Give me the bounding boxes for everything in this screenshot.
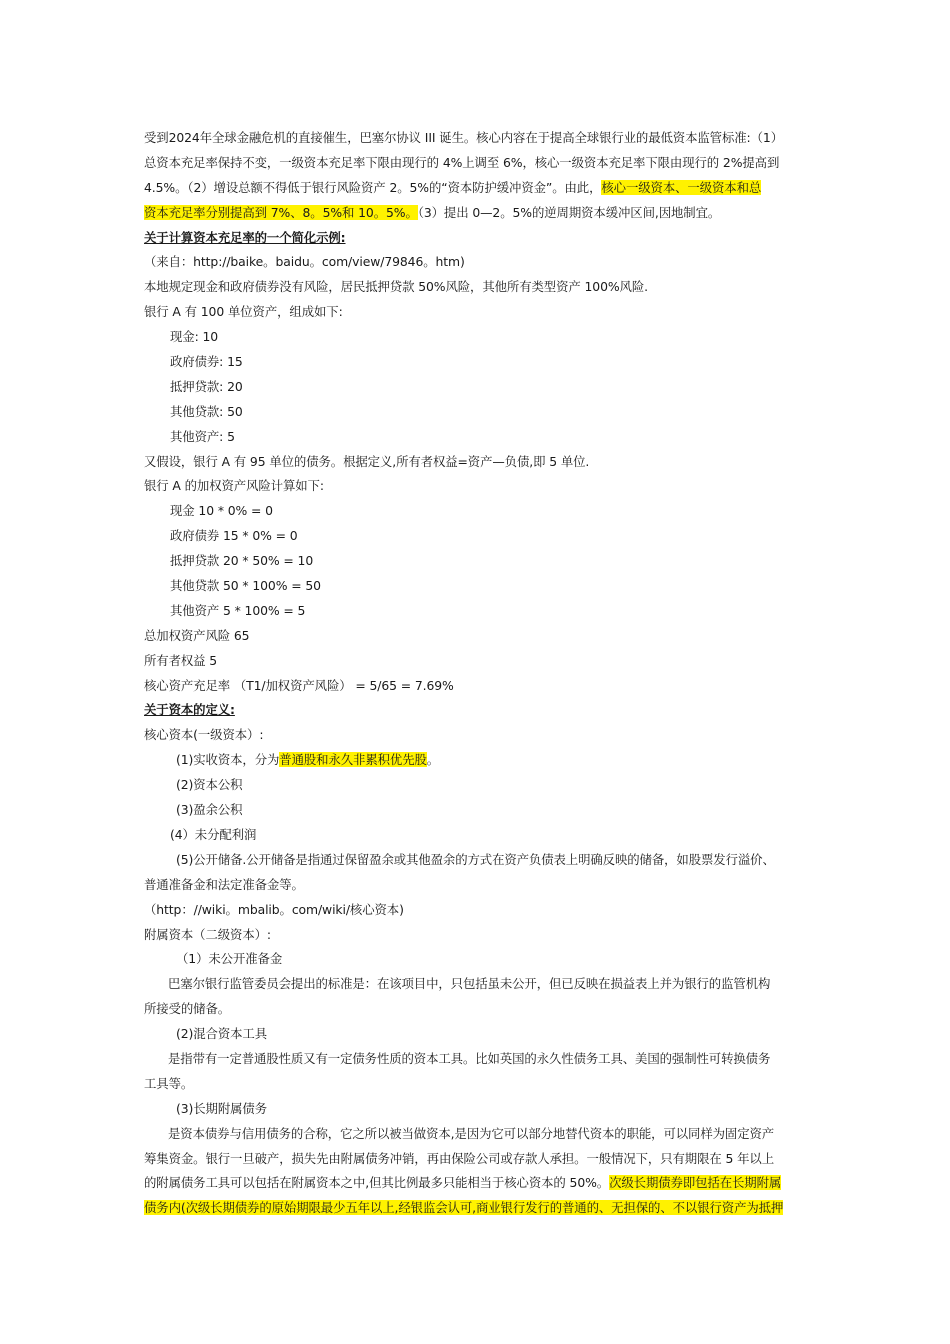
paragraph-line: 普通准备金和法定准备金等。	[144, 876, 304, 892]
paragraph-line: 所有者权益 5	[144, 652, 218, 668]
paragraph-line: 核心资本(一级资本）:	[144, 727, 264, 743]
list-item: (3)盈余公积	[176, 802, 243, 818]
paragraph-line: 筹集资金。银行一旦破产，损失先由附属债务冲销，再由保险公司或存款人承担。一般情况下，只有期限在 5 年以上	[144, 1150, 774, 1166]
list-item: (4）未分配利润	[170, 826, 257, 842]
calc-item: 政府债券 15 * 0% = 0	[170, 528, 298, 544]
paragraph-line: 附属资本（二级资本）:	[144, 926, 271, 942]
highlighted-text: 核心一级资本、一级资本和总	[601, 179, 762, 195]
list-item: (5)公开储备.公开储备是指通过保留盈余或其他盈余的方式在资产负债表上明确反映的储备，如股票发行溢价、	[176, 851, 775, 867]
text-segment: (1)实收资本，分为	[176, 752, 280, 768]
source-note: （来自：http://baike。baidu。com/view/79846。htm)	[144, 254, 465, 270]
list-item: (2)混合资本工具	[176, 1026, 267, 1042]
highlighted-text: 普通股和永久非累积优先股	[279, 752, 427, 768]
paragraph-line: 受到2024年全球金融危机的直接催生，巴塞尔协议 III 诞生。核心内容在于提高全球银行业的最低资本监管标准:（1）	[144, 130, 783, 145]
highlighted-text: 资本充足率分别提高到 7%、8。5%和 10。5%。	[144, 204, 418, 220]
text-segment: （3）提出 0—2。5%的逆周期资本缓冲区间,因地制宜。	[417, 204, 721, 220]
paragraph-line: 总资本充足率保持不变，一级资本充足率下限由现行的 4%上调至 6%，核心一级资本充足率下限由现行的 2%提高到	[144, 154, 780, 170]
text-segment: 4.5%。（2）增设总额不得低于银行风险资产 2。5%的“资本防护缓冲资金”。由此，	[144, 179, 602, 195]
paragraph-line: 银行 A 的加权资产风险计算如下:	[144, 478, 324, 494]
paragraph-line: 又假设，银行 A 有 95 单位的债务。根据定义,所有者权益=资产—负债,即 5 单位.	[144, 453, 590, 469]
calc-item: 其他贷款 50 * 100% = 50	[170, 578, 321, 594]
text-segment: 。	[426, 752, 440, 768]
list-item: （1）未公开准备金	[176, 951, 283, 967]
asset-item: 其他资产: 5	[170, 428, 235, 444]
paragraph-line	[144, 1171, 808, 1196]
section-heading: 关于计算资本充足率的一个简化示例:	[144, 229, 346, 245]
list-item	[144, 748, 808, 773]
paragraph-line: 是指带有一定普通股性质又有一定债务性质的资本工具。比如英国的永久性债务工具、美国的强制性可转换债务	[168, 1050, 771, 1066]
list-item: (3)长期附属债务	[176, 1100, 267, 1116]
asset-item: 其他贷款: 50	[170, 403, 243, 419]
paragraph-line: 本地规定现金和政府债券没有风险，居民抵押贷款 50%风险，其他所有类型资产 100%风险.	[144, 279, 648, 295]
list-item: (2)资本公积	[176, 777, 243, 793]
asset-item: 现金: 10	[170, 329, 219, 345]
source-note: （http：//wiki。mbalib。com/wiki/核心资本)	[144, 901, 404, 917]
document-body	[144, 126, 808, 1221]
paragraph-line: 是资本债券与信用债务的合称，它之所以被当做资本,是因为它可以部分地替代资本的职能，可以同样为固定资产	[168, 1125, 775, 1141]
calc-item: 抵押贷款 20 * 50% = 10	[170, 553, 314, 569]
paragraph-line: 总加权资产风险 65	[144, 627, 250, 643]
asset-item: 抵押贷款: 20	[170, 378, 243, 394]
paragraph-line: 工具等。	[144, 1075, 194, 1091]
paragraph-line: 所接受的储备。	[144, 1001, 231, 1017]
section-heading: 关于资本的定义:	[144, 702, 235, 718]
paragraph-line: 巴塞尔银行监管委员会提出的标准是：在该项目中，只包括虽未公开，但已反映在损益表上并为银行的监管机构	[168, 976, 771, 992]
text-segment: 的附属债务工具可以包括在附属资本之中,但其比例最多只能相当于核心资本的 50%。	[144, 1175, 610, 1191]
asset-item: 政府债券: 15	[170, 354, 243, 370]
paragraph-line	[144, 176, 808, 201]
paragraph-line	[144, 201, 808, 226]
highlighted-text: 次级长期债券即包括在长期附属	[609, 1175, 782, 1191]
highlighted-text: 债务内(次级长期债券的原始期限最少五年以上,经银监会认可,商业银行发行的普通的、无担保的、不以银行资产为抵押	[144, 1200, 784, 1216]
paragraph-line: 核心资产充足率 （T1/加权资产风险） = 5/65 = 7.69%	[144, 677, 454, 693]
paragraph-line: 银行 A 有 100 单位资产，组成如下:	[144, 304, 343, 320]
paragraph-line	[144, 1196, 808, 1221]
calc-item: 现金 10 * 0% = 0	[170, 503, 273, 519]
calc-item: 其他资产 5 * 100% = 5	[170, 602, 306, 618]
